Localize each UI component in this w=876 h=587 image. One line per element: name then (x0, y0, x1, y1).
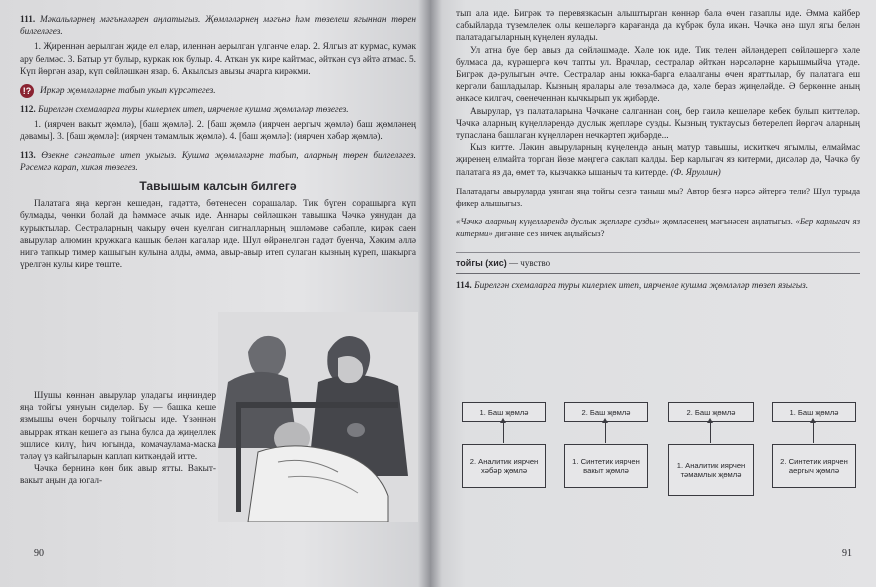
question-2-end: дигәнне сез ничек аңлыйсыз? (494, 228, 605, 239)
definition-rule (456, 273, 860, 274)
story-narrow-column (20, 390, 216, 488)
question-2 (456, 215, 860, 239)
book-spine-shadow (418, 0, 442, 587)
scheme-3-main-clause: 2. Баш җөмлә (668, 402, 754, 422)
story-paragraph-1-top (20, 198, 416, 271)
scheme-1-main-clause: 1. Баш җөмлә (462, 402, 546, 422)
task-113-heading (20, 150, 416, 174)
left-column (20, 14, 416, 271)
story-title: Тавышым калсын билгегә (139, 179, 297, 194)
right-column (456, 8, 860, 295)
task-112-heading (20, 104, 416, 116)
left-page (0, 0, 430, 587)
question-2-rest: җөмләсенең мәгънәсен аңлатыгыз. (662, 216, 793, 227)
story-paragraph-1: Палатага яңа кергән кешедән, гадәттә, бөтенесен сорашалар. Тик бүген сорашырга күп булмады, чөнки болай да һәммәсе ачык иде. Аннары сөйләшкән тавышка Чәчкә уянудан да курыктылар. Сестраларның чакыру өчен куелган сигналларның эшләмәве сәбәпле, кирәк саен авырулар алюмин кружкага кашык белән кагалар иде. Шул өйрәнелгән гадәт буенча, Хәким әллә нигә тапкыр тимер кашыгын кулына алды, әмма, авыр-авыр итеп сулаган кызның күреп, шакырга үрелгән кулы кире төште. (20, 199, 416, 271)
question-1: Палатадагы авыруларда уянган яңа тойгы сезгә таныш мы? Автор безгә нәрсә әйтергә тели? Шул турыда фикер алышыгыз. (456, 185, 860, 209)
scheme-1-arrow (503, 421, 504, 443)
vocabulary-definition (456, 253, 860, 273)
task-111-instruction: Мәкальләрнең мәгънәләрен аңлатыгыз. Җөмләләрнең мәгънә һәм төзелеш ягыннан төрен билгеләгез. (20, 15, 417, 38)
task-112-body: 1. (иярчен вакыт җөмлә), [баш җөмлә]. 2. [баш җөмлә (иярчен аергыч җөмлә) баш җөмләнең дәвамы]. 3. [баш җөмлә]: (иярчен тәмамлык җөмлә). 4. [баш җөмлә]: (иярчен хәбәр җөмлә). (20, 120, 416, 143)
story-paragraph-6-text: Кыз китте. Ләкин авыруларның күңелендә аның матур тавышы, искиткеч ягымлы, елмаймас җиренең елмайта торган йөзе мәңгегә саклап калды. Бер карлыгач яз китерми, дисәләр дә, Чәчкә бу палатага яз да, өмет тә, кызчаккә ышаныч та китерде. (456, 143, 860, 178)
story-continuation: тып ала иде. Бигрәк тә перевязкасын алыштырган көннәр бала өчен газаплы иде. Әмма кайбер сабыйларда түземлелек олы кешеләргә карағанда да күбрәк була икән. Чәчкә әнә шул ягы белән палатадагыларның күңелен яулады. (456, 9, 860, 44)
question-2-quote: «Чәчкә аларның күңелләрендә дуслык җепләре сузды» (456, 216, 660, 227)
task-113-instruction: Өзекне сәнгатьле итеп укыгыз. Кушма җөмләләрне табып, аларның төрен билгеләгез. Рәсемгә карап, хикәя төзегез. (20, 150, 416, 173)
scheme-4-subordinate-clause: 2. Синтетик иярчен аергыч җөмлә (772, 444, 856, 488)
task-112-number: 112. (20, 105, 36, 116)
scheme-2-arrow (605, 421, 606, 443)
story-paragraph-5: Авырулар, үз палаталарына Чәчкәне салганнан соң, бер гаилә кешеләре кебек булып киттеләр. Чәчкә аларның күңелләрендә дуслык җепләре сузды. Кызның туктаусыз бөтерелеп йөргәч аларның тупаслана башлаган күңелләрен нечкәртеп җибәрде... (456, 106, 860, 142)
think-prompt-text: Иркәр җөмләләрне табып укып күрсәтегез. (40, 85, 216, 96)
page-number-right: 91 (842, 548, 852, 559)
right-page (430, 0, 876, 587)
definition-term: тойгы (хис) (456, 257, 507, 268)
sentence-scheme-diagram (450, 402, 860, 502)
story-paragraph-3: Чәчкә бернинә көн бик авыр ятты. Вакыт-вакыт аңын да югал- (20, 464, 216, 487)
story-author: (Ф. Яруллин) (670, 167, 721, 178)
scheme-2-main-clause: 2. Баш җөмлә (564, 402, 648, 422)
scheme-3-subordinate-clause: 1. Аналитик иярчен тәмамлык җөмлә (668, 444, 754, 496)
question-2-quote-2: «Бер карлыгач яз китерми» (456, 216, 861, 239)
task-112-instruction: Бирелгән схемаларга туры килерлек итеп, иярченле кушма җөмләләр төзегез. (38, 105, 349, 116)
task-114-number: 114. (456, 280, 472, 291)
task-114-heading (456, 280, 860, 292)
hospital-illustration (218, 312, 418, 522)
page-number-left: 90 (34, 548, 44, 559)
task-114-instruction: Бирелгән схемаларга туры килерлек итеп, иярченле кушма җөмләләр төзеп языгыз. (474, 280, 809, 291)
definition-translation: — чувство (509, 257, 551, 268)
scheme-3-arrow (710, 421, 711, 443)
scheme-2-subordinate-clause: 1. Синтетик иярчен вакыт җөмлә (564, 444, 648, 488)
story-paragraph-2: Шушы көннән авырулар уладагы иңниндер яңа тойгы уянуын сиделәр. Бу — башка кеше язмышы өчен борчылу тойгысы иде. Үзәннән авыррак яткан кешегә аз гына булса да җиңеллек эшлисе килү, һич югында, комачаулама-маска тәләү үз кайгыларын каплап киткәндәй итте. (20, 391, 216, 463)
task-111-number: 111. (20, 15, 36, 25)
scheme-1-subordinate-clause: 2. Аналитик иярчен хәбәр җөмлә (462, 444, 546, 488)
scheme-4-arrow (813, 421, 814, 443)
task-113-number: 113. (20, 150, 36, 161)
think-prompt (20, 84, 416, 98)
answer-line (456, 240, 860, 253)
task-111-heading (20, 14, 416, 38)
task-111-body: 1. Җиреннән аерылган җиде ел елар, иленнән аерылган үлгәнче елар. 2. Ялгыз ат курмас, кумәк ару белмәс. 3. Батыр ут булыр, куркак юк булыр. 4. Аткан ук кире кайтмас, әйткән сүз әйтә атмас. 5. Күп йөргән азар, күп сөйләшкән язар. 6. Акылсыз авызы ачарга кирәкми. (20, 42, 416, 77)
think-icon: !? (20, 84, 34, 98)
story-paragraph-4: Ул атна буе бер авыз да сөйләшмәде. Хәле юк иде. Тик телен әйләндереп сөйләшергә хәле булмаса да, күрәшергә көч тапты ул. Врачлар, сестралар әйткән нәрсәләрне карышмыйча үтәде. Бигрәк дә-рулыгын әчте. Сестралар аны юкка-барга елаалганы өчен яраттылар, бу палатага еш кергәли башладылар. Кызның яралары әле төзәлмәсә дә, хәле бераз җиңеләйде. Ә беркөнне аның әнкәсе килгәч, сөенеченнән кычкырып ук җибәрде. (456, 45, 860, 105)
story-paragraph-6 (456, 142, 860, 179)
scheme-4-main-clause: 1. Баш җөмлә (772, 402, 856, 422)
